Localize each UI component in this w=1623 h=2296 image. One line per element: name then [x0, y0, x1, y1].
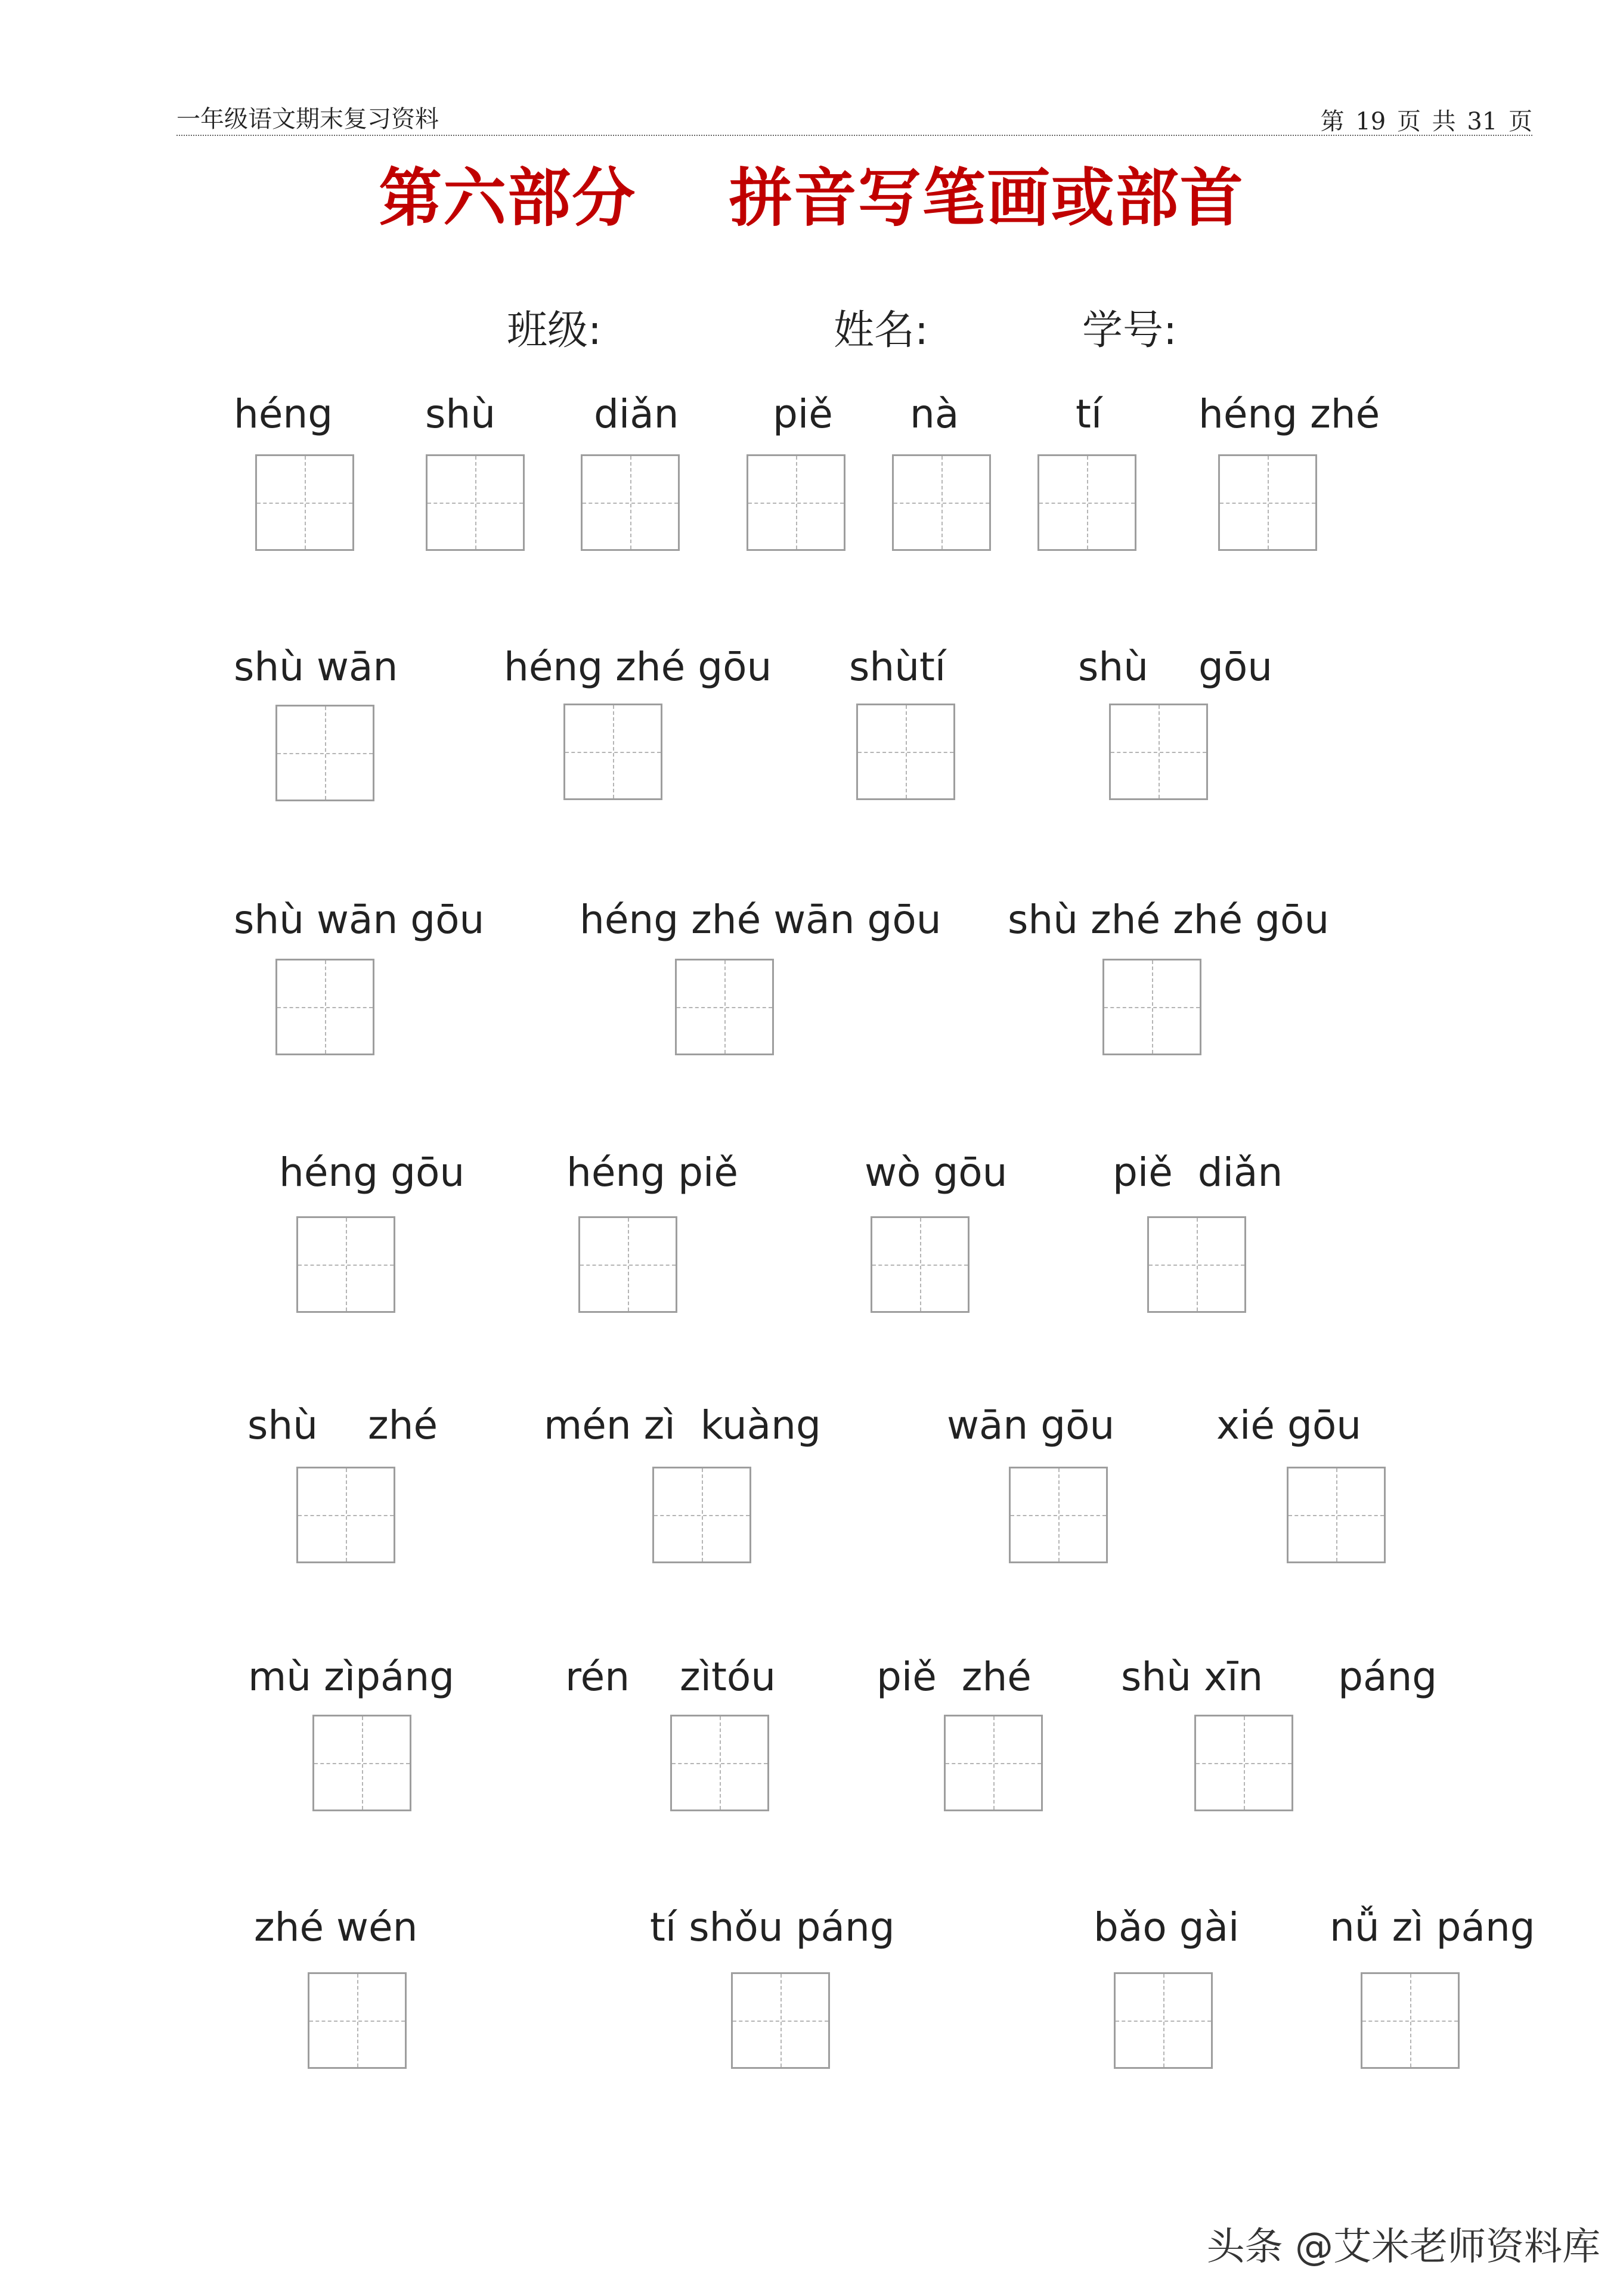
total-unit: 页 — [1509, 108, 1532, 135]
writing-grid-box[interactable] — [1114, 1972, 1213, 2069]
writing-grid-box[interactable] — [1287, 1467, 1386, 1563]
writing-grid-box[interactable] — [1109, 704, 1208, 800]
writing-grid-box[interactable] — [675, 959, 774, 1055]
header-doc-title: 一年级语文期末复习资料 — [176, 106, 439, 133]
pinyin-label: mù zìpáng — [248, 1654, 455, 1700]
writing-grid-box[interactable] — [670, 1715, 769, 1811]
pinyin-label: tí — [1076, 391, 1102, 437]
page-number: 19 — [1355, 108, 1386, 135]
pinyin-label: piě diǎn — [1113, 1149, 1283, 1195]
writing-grid-box[interactable] — [578, 1216, 677, 1313]
writing-grid-box[interactable] — [1102, 959, 1201, 1055]
class-field-label: 班级: — [507, 307, 602, 354]
writing-grid-box[interactable] — [296, 1467, 395, 1563]
writing-grid-box[interactable] — [296, 1216, 395, 1313]
pinyin-label: shù wān gōu — [234, 897, 485, 943]
pinyin-label: rén zìtóu — [565, 1654, 776, 1700]
page-unit: 页 — [1396, 108, 1421, 135]
writing-grid-box[interactable] — [944, 1715, 1043, 1811]
writing-grid-box[interactable] — [1218, 454, 1317, 551]
header-divider — [176, 135, 1532, 136]
pinyin-label: héng zhé gōu — [504, 644, 772, 690]
writing-grid-box[interactable] — [856, 704, 955, 800]
writing-grid-box[interactable] — [426, 454, 525, 551]
total-word: 共 — [1432, 108, 1456, 135]
writing-grid-box[interactable] — [312, 1715, 411, 1811]
pinyin-label: héng zhé wān gōu — [580, 897, 941, 943]
pinyin-label: diǎn — [594, 391, 679, 437]
pinyin-label: shù zhé — [247, 1402, 438, 1448]
pinyin-label: tí shǒu páng — [650, 1904, 895, 1950]
pinyin-label: xié gōu — [1216, 1402, 1362, 1448]
writing-grid-box[interactable] — [1009, 1467, 1108, 1563]
writing-grid-box[interactable] — [652, 1467, 751, 1563]
pinyin-label: wān gōu — [947, 1402, 1115, 1448]
pinyin-label: piě zhé — [876, 1654, 1032, 1700]
writing-grid-box[interactable] — [563, 704, 662, 800]
pinyin-label: mén zì kuàng — [544, 1402, 821, 1448]
page-title: 第六部分 拼音写笔画或部首 — [379, 162, 1244, 235]
pinyin-label: shù zhé zhé gōu — [1008, 897, 1330, 943]
writing-grid-box[interactable] — [1147, 1216, 1246, 1313]
writing-grid-box[interactable] — [255, 454, 354, 551]
pinyin-label: shùtí — [849, 644, 946, 690]
pinyin-label: shù gōu — [1078, 644, 1273, 690]
pinyin-label: héng piě — [566, 1149, 738, 1195]
header-page-info — [1317, 103, 1532, 137]
watermark: 头条 @艾米老师资料库 — [1206, 2225, 1600, 2269]
writing-grid-box[interactable] — [747, 454, 845, 551]
name-field-label: 姓名: — [834, 307, 928, 354]
pinyin-label: héng — [234, 391, 333, 437]
pinyin-label: piě — [773, 391, 833, 437]
pinyin-label: héng zhé — [1198, 391, 1380, 437]
pinyin-label: wò gōu — [865, 1149, 1008, 1195]
page-word: 第 — [1320, 108, 1345, 135]
total-number: 31 — [1467, 108, 1498, 135]
writing-grid-box[interactable] — [731, 1972, 830, 2069]
writing-grid-box[interactable] — [275, 959, 374, 1055]
pinyin-label: zhé wén — [254, 1904, 418, 1950]
writing-grid-box[interactable] — [1037, 454, 1136, 551]
pinyin-label: shù wān — [234, 644, 398, 690]
writing-grid-box[interactable] — [1361, 1972, 1460, 2069]
writing-grid-box[interactable] — [308, 1972, 407, 2069]
writing-grid-box[interactable] — [581, 454, 680, 551]
writing-grid-box[interactable] — [871, 1216, 970, 1313]
writing-grid-box[interactable] — [1194, 1715, 1293, 1811]
writing-grid-box[interactable] — [892, 454, 991, 551]
pinyin-label: shù xīn páng — [1121, 1654, 1438, 1700]
pinyin-label: bǎo gài — [1094, 1904, 1240, 1950]
pinyin-label: shù — [425, 391, 496, 437]
pinyin-label: nà — [910, 391, 959, 437]
pinyin-label: héng gōu — [279, 1149, 465, 1195]
student-id-field-label: 学号: — [1082, 307, 1177, 354]
writing-grid-box[interactable] — [275, 705, 374, 801]
pinyin-label: nǚ zì páng — [1330, 1904, 1535, 1950]
